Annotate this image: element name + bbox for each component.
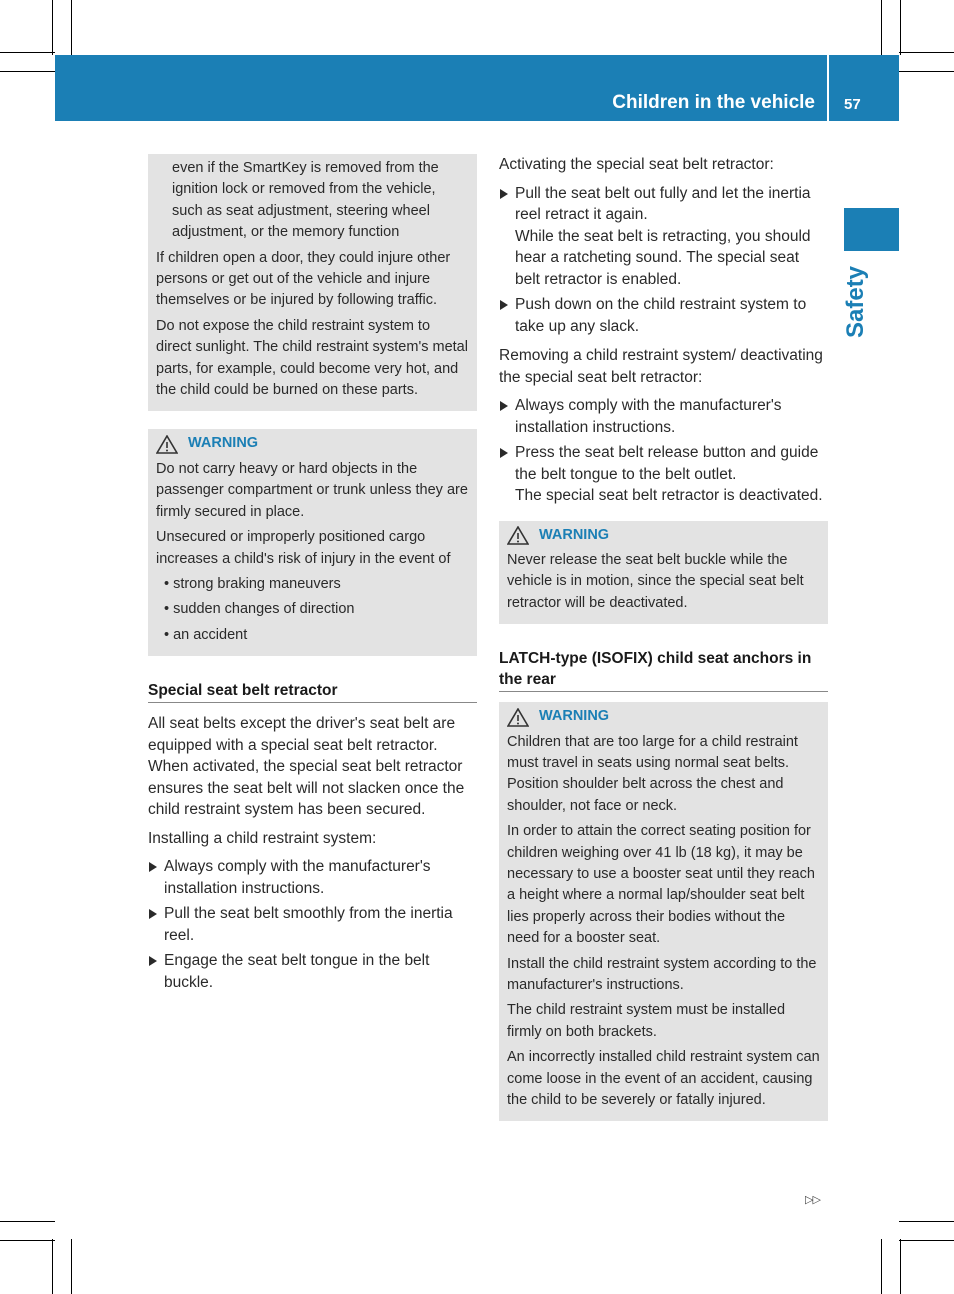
chapter-title: Children in the vehicle: [612, 92, 815, 113]
crop-mark: [0, 71, 55, 72]
warning-paragraph: Unsecured or improperly positioned cargo increases a child's risk of injury in the event of: [156, 529, 451, 567]
body-paragraph: Activating the special seat belt retractor:: [499, 156, 774, 173]
warning-paragraph: The child restraint system must be installed firmly on both brackets.: [507, 1002, 786, 1040]
bullet-item: • sudden changes of direction: [156, 599, 469, 620]
warning-triangle-icon: [507, 526, 529, 544]
crop-mark: [52, 0, 53, 55]
crop-mark: [881, 1239, 882, 1294]
crop-mark: [899, 1240, 954, 1241]
header-divider: [827, 55, 829, 121]
info-box: [148, 154, 477, 411]
crop-mark: [899, 52, 954, 53]
crop-mark: [71, 0, 72, 55]
body-paragraph: Installing a child restraint system:: [148, 829, 377, 847]
step-item: Always comply with the manufacturer's installation instructions.: [148, 856, 477, 899]
crop-mark: [0, 1240, 55, 1241]
info-paragraph: even if the SmartKey is removed from the ignition lock or removed from the vehicle, such as seat adjustment, steering wheel adjustment, or the memory function: [172, 160, 439, 241]
crop-mark: [899, 71, 954, 72]
warning-paragraph: Children that are too large for a child restraint must travel in seats using normal seat belts. Position shoulder belt across the chest and shoulder, not face or neck.: [507, 733, 798, 814]
step-main: Pull the seat belt out fully and let the inertia reel retract it again.: [515, 184, 811, 223]
step-list: [499, 183, 828, 338]
step-item: [499, 183, 828, 291]
warning-label: WARNING: [539, 526, 610, 543]
step-list: [148, 856, 477, 993]
step-item: [499, 442, 828, 507]
section-tab: [844, 208, 899, 251]
crop-mark: [899, 1221, 954, 1222]
warning-header: [156, 433, 469, 454]
step-item: Engage the seat belt tongue in the belt buckle.: [148, 950, 477, 993]
warning-box: [499, 702, 828, 1121]
step-result: While the seat belt is retracting, you should hear a ratcheting sound. The special seat belt retractor is enabled.: [515, 227, 811, 288]
step-item: [499, 294, 828, 337]
step-result: The special seat belt retractor is deactivated.: [515, 487, 823, 504]
crop-mark: [52, 1239, 53, 1294]
crop-mark: [881, 0, 882, 55]
continue-arrow-icon: ▷▷: [805, 1194, 820, 1206]
warning-box: [499, 521, 828, 625]
left-column: [148, 154, 477, 1001]
body-paragraph: All seat belts except the driver's seat belt are equipped with a special seat belt retractor. When activated, the special seat belt retractor ensures the seat belt will not slacken once the child restraint system has been secured.: [148, 715, 465, 819]
section-heading: LATCH-type (ISOFIX) child seat anchors in the rear: [499, 648, 828, 692]
step-main: Always comply with the manufacturer's installation instructions.: [515, 397, 782, 436]
warning-paragraph: Do not carry heavy or hard objects in the passenger compartment or trunk unless they are firmly secured in place.: [156, 460, 468, 520]
page-header: [55, 55, 899, 121]
warning-header: [507, 525, 820, 546]
warning-header: [507, 706, 820, 727]
warning-triangle-icon: [507, 708, 529, 726]
warning-bullet-list: [156, 574, 469, 646]
crop-mark: [900, 0, 901, 55]
crop-mark: [900, 1239, 901, 1294]
page-number: 57: [844, 96, 861, 113]
warning-paragraph: Install the child restraint system according to the manufacturer's instructions.: [507, 955, 817, 993]
section-side-label: Safety: [842, 265, 869, 338]
body-paragraph: Removing a child restraint system/ deactivating the special seat belt retractor:: [499, 347, 823, 386]
step-main: Press the seat belt release button and guide the belt tongue to the belt outlet.: [515, 444, 819, 483]
step-item: Pull the seat belt smoothly from the inertia reel.: [148, 903, 477, 946]
warning-paragraph: Never release the seat belt buckle while the vehicle is in motion, since the special seat belt retractor will be deactivated.: [507, 551, 804, 611]
bullet-item: • strong braking maneuvers: [156, 574, 469, 595]
warning-label: WARNING: [539, 708, 610, 725]
info-paragraph: Do not expose the child restraint system to direct sunlight. The child restraint system's metal parts, for example, could become very hot, and the child could be burned on these parts.: [156, 317, 468, 399]
step-item: [499, 395, 828, 438]
warning-paragraph: An incorrectly installed child restraint system can come loose in the event of an accident, causing the child to be severely or fatally injured.: [507, 1049, 820, 1109]
info-paragraph: If children open a door, they could injure other persons or get out of the vehicle and injure themselves or be injured by following traffic.: [156, 249, 451, 309]
warning-box: [148, 429, 477, 656]
warning-paragraph: In order to attain the correct seating position for children weighing over 41 lb (18 kg), it may be necessary to use a booster seat until they reach a height where a normal lap/shoulder seat belt lies properly across their bodies without the need for a booster seat.: [507, 823, 815, 947]
bullet-item: • an accident: [156, 625, 469, 646]
step-main: Push down on the child restraint system to take up any slack.: [515, 296, 807, 335]
crop-mark: [0, 52, 55, 53]
right-column: [499, 154, 828, 1121]
warning-triangle-icon: [156, 435, 178, 453]
crop-mark: [71, 1239, 72, 1294]
crop-mark: [0, 1221, 55, 1222]
step-list: [499, 395, 828, 507]
warning-label: WARNING: [188, 435, 259, 452]
section-heading: Special seat belt retractor: [148, 680, 477, 703]
